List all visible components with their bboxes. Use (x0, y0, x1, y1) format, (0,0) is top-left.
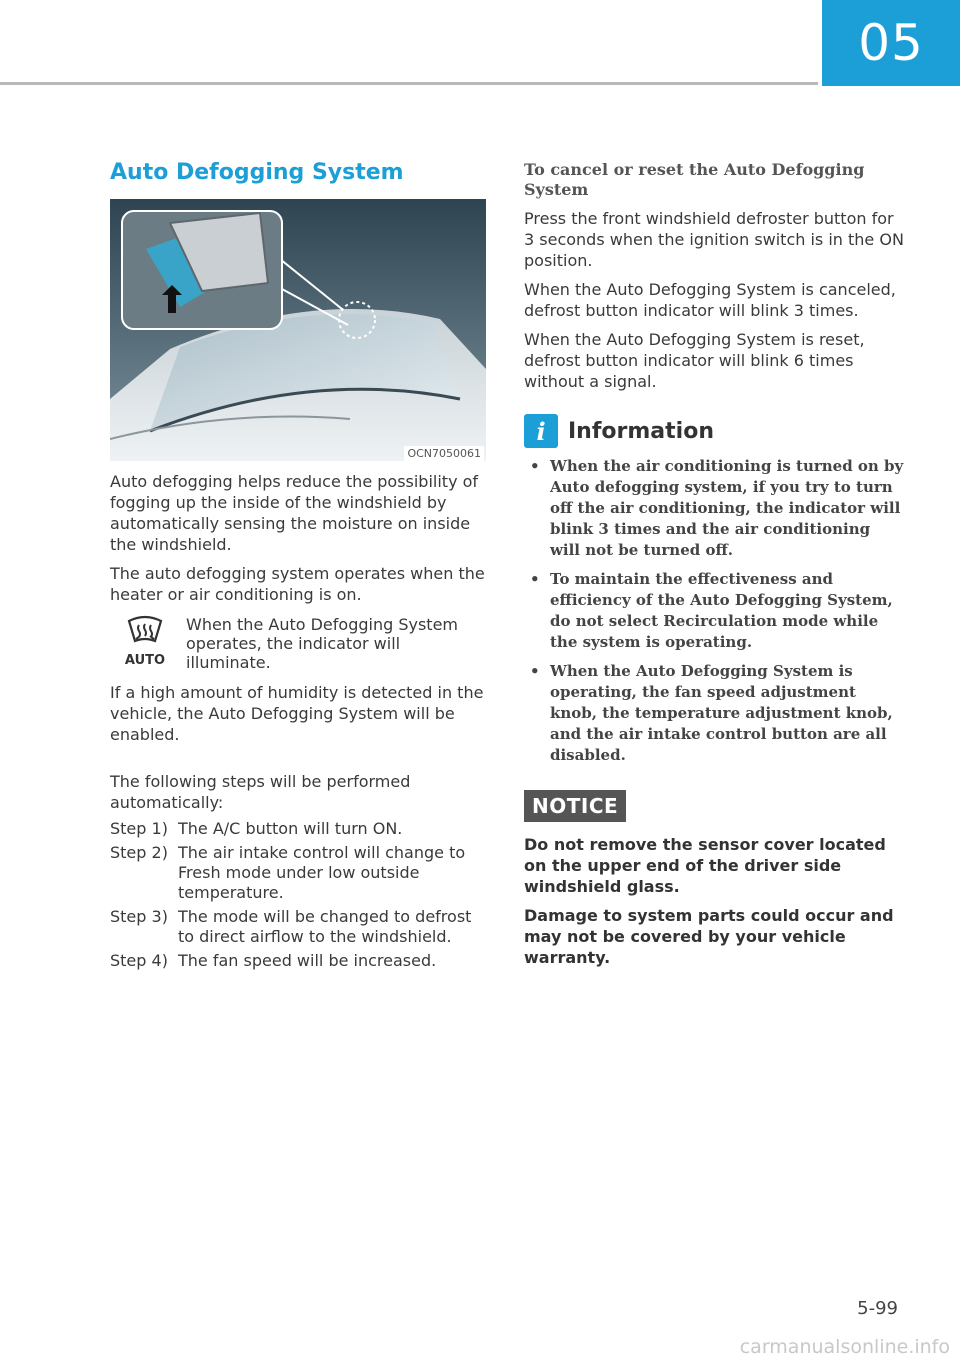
chapter-number: 05 (858, 14, 924, 72)
intro-paragraph: Auto defogging helps reduce the possibility of fogging up the inside of the windshield by automatically sensing the moisture on inside the windshield. (110, 472, 479, 554)
information-title: Information (568, 418, 714, 444)
steps-intro: The following steps will be performed automatically: (110, 772, 411, 812)
press-paragraph: Press the front windshield defroster button for 3 seconds when the ignition switch is in the ON position. (524, 209, 904, 270)
step-text: The air intake control will change to Fresh mode under low outside temperature. (178, 843, 466, 902)
figure-caption: OCN7050061 (404, 446, 484, 461)
windshield-figure (110, 199, 486, 461)
info-item: • To maintain the effectiveness and efficiency of the Auto Defogging System, do not select Recirculation mode while the system is operating. (524, 569, 904, 653)
step-number: Step 2) (110, 843, 168, 862)
defrost-icon (125, 615, 165, 651)
step-number: Step 3) (110, 907, 168, 926)
information-list (524, 456, 904, 766)
steps-list (110, 819, 488, 971)
windshield-illustration (110, 199, 486, 461)
step-number: Step 4) (110, 951, 168, 970)
step-item (110, 907, 488, 947)
notice-text-warranty: Damage to system parts could occur and may not be covered by your vehicle warranty. (524, 906, 894, 967)
cancel-reset-heading: To cancel or reset the Auto Defogging System (524, 160, 865, 199)
info-item: • When the air conditioning is turned on by Auto defogging system, if you try to turn off the air conditioning, the indicator will blink 3 times and the air conditioning will not be turned off. (524, 456, 904, 561)
humidity-paragraph: If a high amount of humidity is detected in the vehicle, the Auto Defogging System will be enabled. (110, 683, 484, 744)
chapter-tab (822, 0, 960, 86)
step-text: The mode will be changed to defrost to direct airflow to the windshield. (178, 907, 472, 946)
reset-paragraph: When the Auto Defogging System is reset, defrost button indicator will blink 6 times without a signal. (524, 330, 865, 391)
auto-defog-icon (110, 615, 180, 672)
notice-text-sensor: Do not remove the sensor cover located on the upper end of the driver side windshield glass. (524, 835, 886, 896)
section-title: Auto Defogging System (110, 160, 404, 185)
step-item (110, 951, 488, 971)
right-column (524, 160, 904, 968)
step-text: The A/C button will turn ON. (178, 819, 403, 838)
left-column (110, 160, 488, 971)
info-item: • When the Auto Defogging System is operating, the fan speed adjustment knob, the temperature adjustment knob, and the air intake control button are all disabled. (524, 661, 904, 766)
step-number: Step 1) (110, 819, 168, 838)
indicator-description: When the Auto Defogging System operates, the indicator will illuminate. (186, 615, 458, 672)
step-item (110, 819, 488, 839)
step-item (110, 843, 488, 903)
step-text: The fan speed will be increased. (178, 951, 437, 970)
info-icon: i (524, 414, 558, 448)
page-number: 5-99 (857, 1298, 898, 1319)
watermark: carmanualsonline.info (739, 1336, 950, 1358)
information-header (524, 414, 904, 448)
operation-paragraph: The auto defogging system operates when the heater or air conditioning is on. (110, 564, 485, 604)
canceled-paragraph: When the Auto Defogging System is canceled, defrost button indicator will blink 3 times. (524, 280, 896, 320)
notice-badge: NOTICE (524, 790, 626, 822)
header-rule (0, 82, 818, 85)
indicator-row (110, 615, 488, 672)
auto-label: AUTO (124, 653, 166, 668)
